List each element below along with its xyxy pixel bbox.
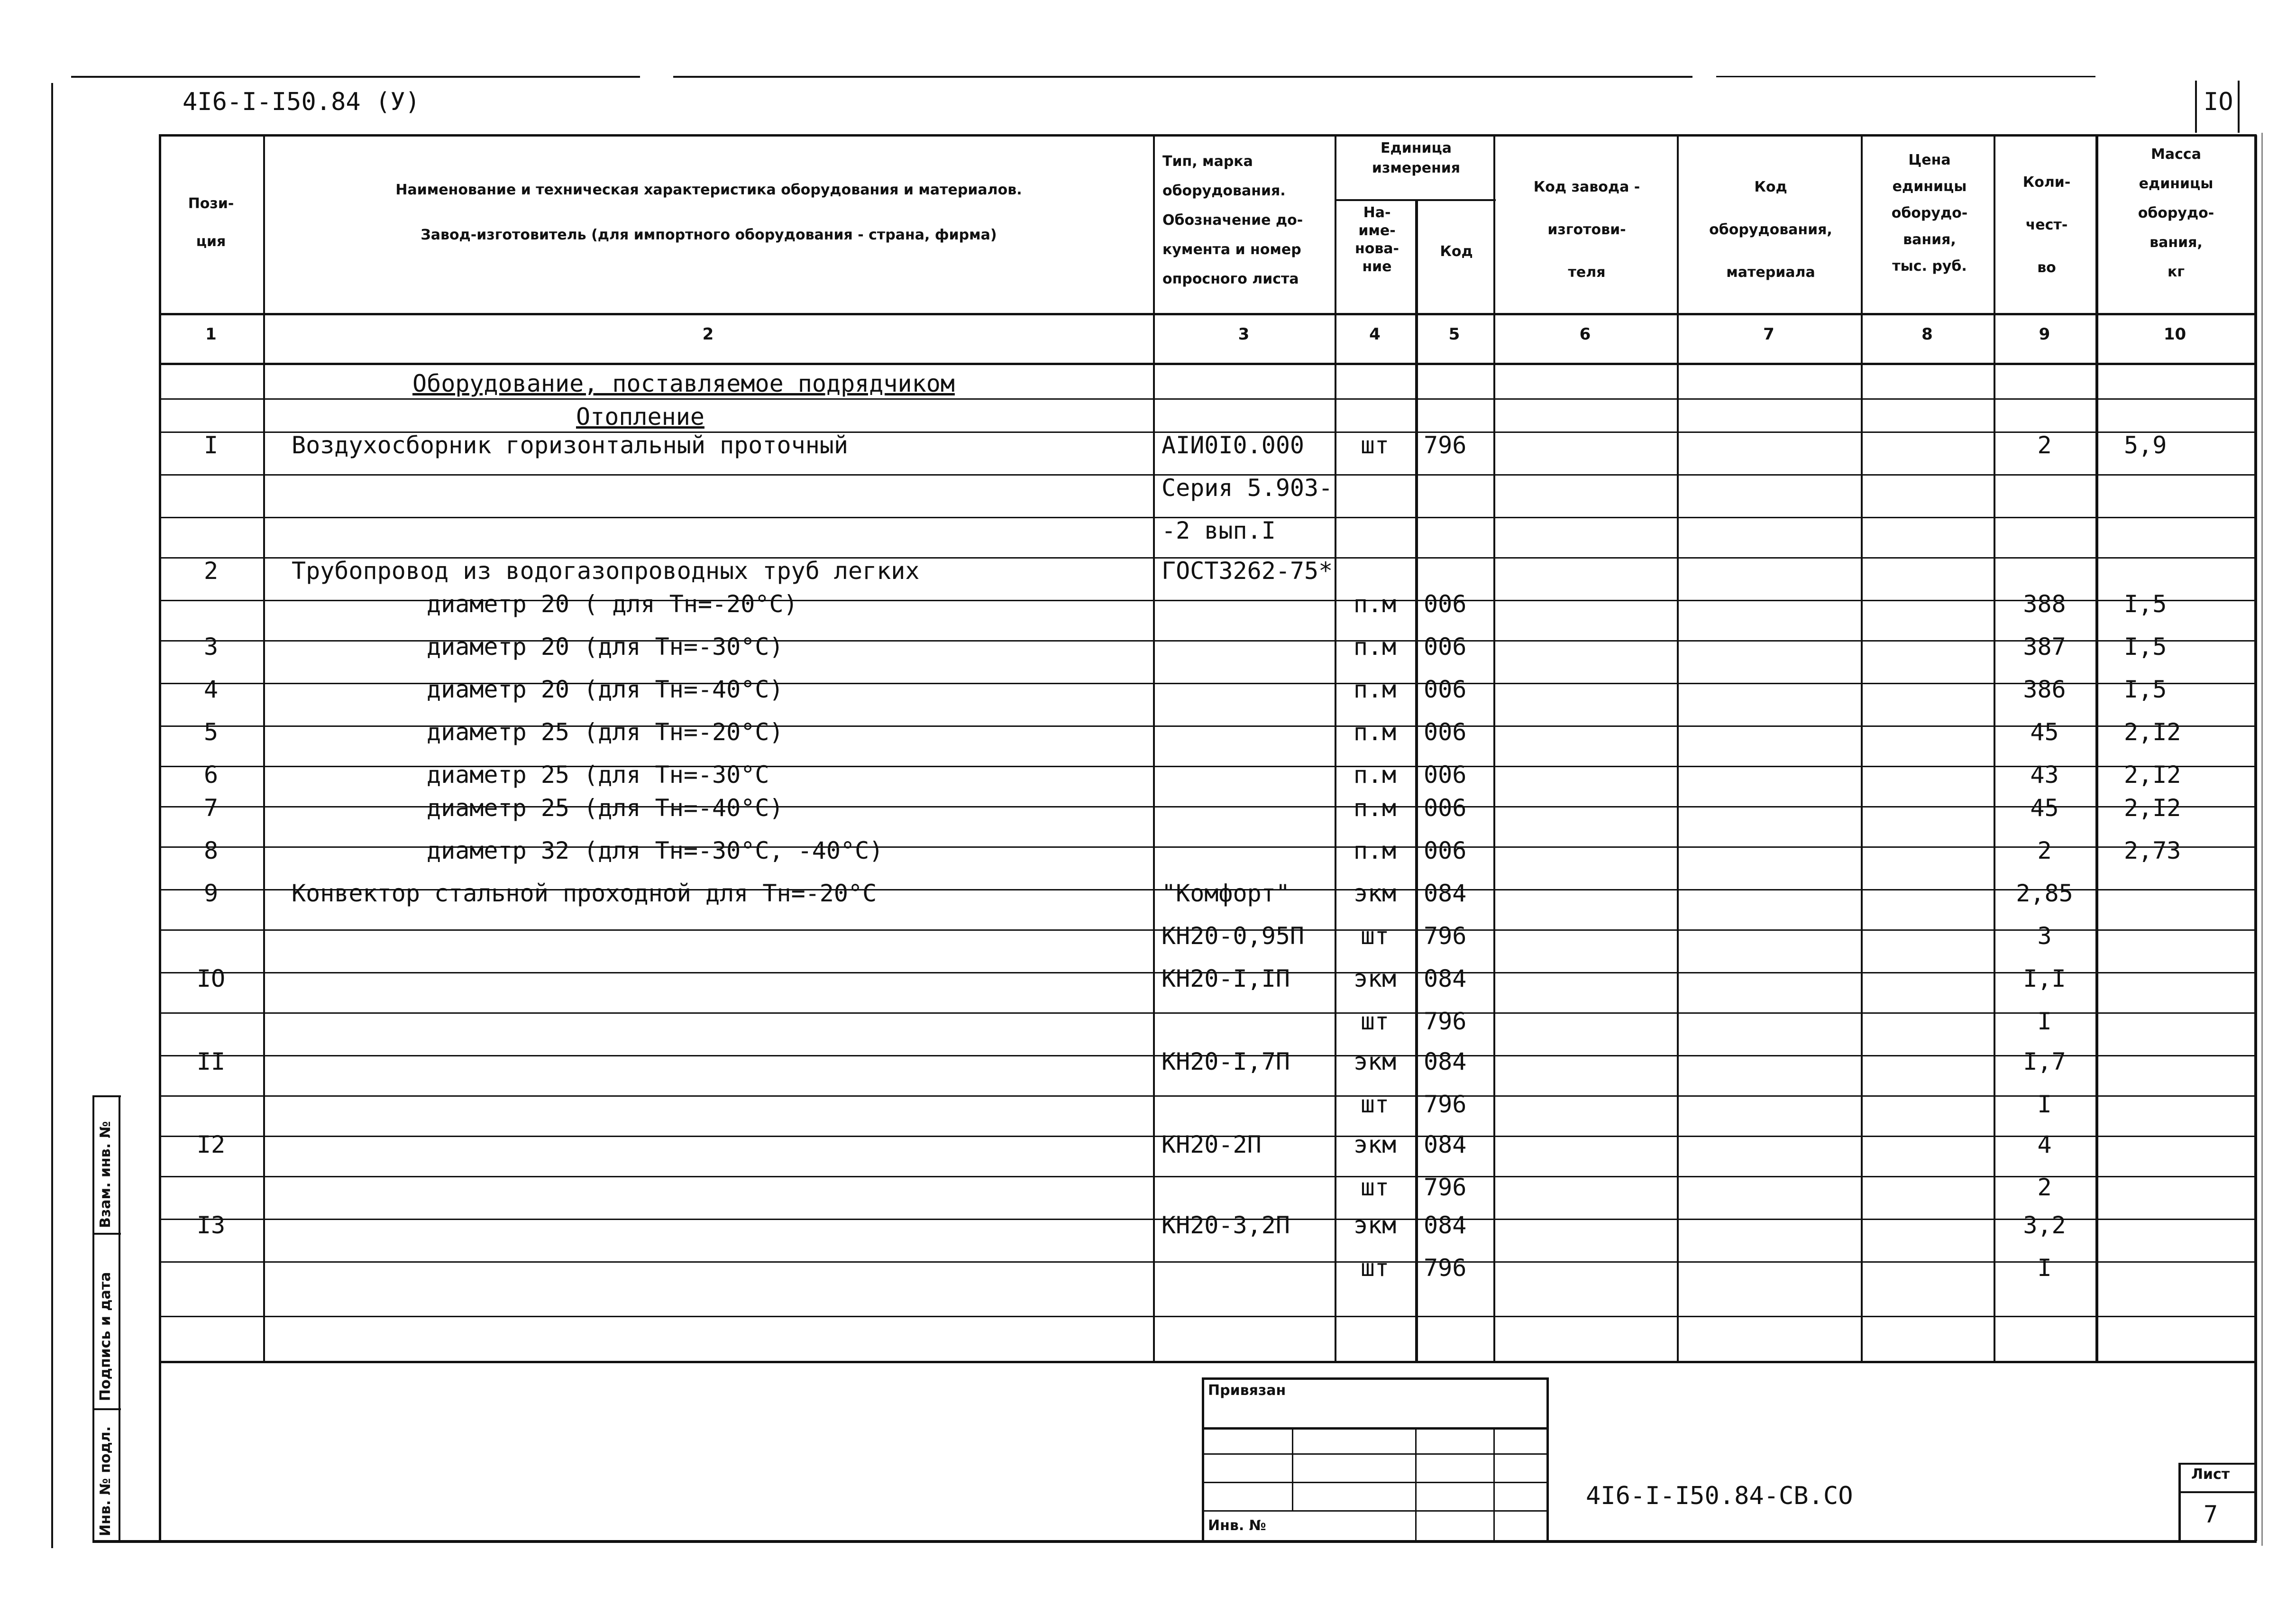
row-unit: п.м	[1353, 794, 1397, 822]
row-quantity: 2	[2037, 1174, 2052, 1201]
row-unit: шт	[1360, 1008, 1390, 1035]
row-quantity: 3,2	[2023, 1211, 2066, 1239]
row-mass: 2,I2	[2124, 761, 2181, 789]
column-number-5: 5	[1448, 325, 1460, 344]
row-mass: 5,9	[2124, 431, 2167, 459]
column-number-2: 2	[702, 325, 714, 344]
row-line-21	[159, 1261, 2254, 1263]
row-unit-code: 084	[1424, 880, 1467, 907]
row-mass: 2,I2	[2124, 718, 2181, 746]
subsection-title: Отопление	[576, 403, 704, 431]
row-type: ГОСТ3262-75*	[1162, 557, 1333, 585]
column-number-6: 6	[1579, 325, 1591, 344]
header-mass: Масса единицы оборудо- вания, кг	[2138, 146, 2214, 280]
row-position: I3	[196, 1211, 226, 1239]
row-quantity: I,7	[2023, 1048, 2066, 1075]
header-equipment-code: Код оборудования, материала	[1709, 179, 1832, 281]
corner-box-left	[2195, 81, 2197, 133]
stamp-row2	[1202, 1453, 1548, 1455]
stamp-row4	[1202, 1510, 1548, 1512]
side-strip-right	[119, 1095, 120, 1541]
row-unit-code: 084	[1424, 1131, 1467, 1158]
row-unit: экм	[1353, 1211, 1397, 1239]
side-strip-div2	[92, 1408, 121, 1410]
stamp-attached-label: Привязан	[1208, 1382, 1286, 1399]
row-line-0	[159, 398, 2254, 400]
row-unit-code: 006	[1424, 761, 1467, 789]
row-quantity: 388	[2023, 590, 2066, 618]
row-quantity: 2,85	[2016, 880, 2073, 907]
header-unit-code: Код	[1440, 243, 1473, 260]
frame-left-outer	[51, 83, 53, 1548]
row-position: 6	[203, 761, 219, 789]
document-code-bottom: 4I6-I-I50.84-СВ.СО	[1586, 1482, 1853, 1510]
row-type: КН20-I,7П	[1162, 1048, 1290, 1075]
row-line-17	[159, 1095, 2254, 1097]
header-factory-code: Код завода - изготови- теля	[1533, 179, 1640, 281]
row-unit-code: 796	[1424, 1091, 1467, 1118]
column-number-4: 4	[1369, 325, 1381, 344]
side-label-vzam: Взам. инв. №	[97, 1121, 114, 1228]
row-mass: I,5	[2124, 590, 2167, 618]
row-unit-code: 006	[1424, 676, 1467, 703]
column-number-3: 3	[1238, 325, 1250, 344]
row-position: 4	[203, 676, 219, 703]
header-unit-name: На- име- нова- ние	[1354, 204, 1400, 275]
row-quantity: 386	[2023, 676, 2066, 703]
column-number-9: 9	[2039, 325, 2050, 344]
row-unit-code: 006	[1424, 718, 1467, 746]
table-top-border	[159, 134, 2257, 137]
row-line-19	[159, 1176, 2254, 1177]
row-unit-code: 796	[1424, 1008, 1467, 1035]
row-quantity: 4	[2037, 1131, 2052, 1158]
section-title: Оборудование, поставляемое подрядчиком	[412, 370, 955, 397]
row-unit: п.м	[1353, 590, 1397, 618]
row-name: диаметр 25 (для Тн=-40°С)	[427, 794, 784, 822]
corner-page-number: IO	[2204, 88, 2233, 116]
corner-box-right	[2238, 81, 2240, 133]
row-type: КН20-2П	[1162, 1131, 1262, 1158]
row-unit: экм	[1353, 1131, 1397, 1158]
row-unit-code: 084	[1424, 1048, 1467, 1075]
row-unit-code: 796	[1424, 431, 1467, 459]
row-mass: I,5	[2124, 633, 2167, 661]
row-type: КН20-I,IП	[1162, 965, 1290, 992]
column-number-10: 10	[2163, 325, 2186, 344]
row-quantity: I	[2037, 1091, 2052, 1118]
row-unit-code: 084	[1424, 1211, 1467, 1239]
row-type: КН20-3,2П	[1162, 1211, 1290, 1239]
stamp-right	[1546, 1377, 1549, 1541]
row-unit: п.м	[1353, 761, 1397, 789]
row-quantity: 387	[2023, 633, 2066, 661]
row-unit: шт	[1360, 922, 1390, 950]
row-quantity: I	[2037, 1254, 2052, 1282]
row-quantity: I	[2037, 1008, 2052, 1035]
stamp-row3	[1202, 1482, 1548, 1483]
row-unit: п.м	[1353, 633, 1397, 661]
row-position: IO	[196, 965, 226, 992]
row-type: -2 вып.I	[1162, 517, 1276, 544]
row-unit: шт	[1360, 1254, 1390, 1282]
row-position: I2	[196, 1131, 226, 1158]
row-unit-code: 084	[1424, 965, 1467, 992]
side-label-podpis: Подпись и дата	[97, 1272, 114, 1401]
top-rule-middle	[673, 76, 1692, 78]
row-unit: п.м	[1353, 676, 1397, 703]
row-unit-code: 006	[1424, 837, 1467, 864]
header-quantity: Коли- чест- во	[2022, 174, 2071, 276]
stamp-attached-top	[1202, 1377, 1548, 1380]
column-number-7: 7	[1763, 325, 1775, 344]
row-unit: шт	[1360, 1174, 1390, 1201]
row-type: АIИ0I0.000	[1162, 431, 1305, 459]
row-position: 2	[203, 557, 219, 585]
row-name: Воздухосборник горизонтальный проточный	[292, 431, 848, 459]
sheet-box-top	[2178, 1463, 2257, 1465]
row-mass: 2,I2	[2124, 794, 2181, 822]
stamp-inv-label: Инв. №	[1208, 1517, 1266, 1534]
row-name: Конвектор стальной проходной для Тн=-20°С	[292, 880, 877, 907]
row-mass: 2,73	[2124, 837, 2181, 864]
header-name-line2: Завод-изготовитель (для импортного оборудования - страна, фирма)	[421, 227, 997, 243]
header-price: Цена единицы оборудо- вания, тыс. руб.	[1891, 152, 1968, 275]
row-position: 5	[203, 718, 219, 746]
frame-bottom	[92, 1540, 2257, 1543]
row-quantity: 2	[2037, 431, 2052, 459]
row-type: КН20-0,95П	[1162, 922, 1305, 950]
row-quantity: 45	[2030, 718, 2059, 746]
top-rule-left	[71, 76, 640, 78]
header-unit: Единица измерения	[1372, 140, 1461, 176]
row-unit-code: 796	[1424, 922, 1467, 950]
column-line-4	[1415, 199, 1418, 1361]
row-unit: шт	[1360, 1091, 1390, 1118]
number-row-bottom-line	[159, 363, 2254, 365]
side-strip-left	[92, 1095, 94, 1541]
header-type: Тип, марка оборудования. Обозначение до- кумента и номер опросного листа	[1162, 153, 1303, 287]
row-unit: экм	[1353, 880, 1397, 907]
unit-split-line	[1335, 199, 1496, 201]
row-name: диаметр 25 (для Тн=-20°С)	[427, 718, 784, 746]
row-unit: экм	[1353, 965, 1397, 992]
row-position: 3	[203, 633, 219, 661]
row-position: 7	[203, 794, 219, 822]
row-name: диаметр 32 (для Тн=-30°С, -40°С)	[427, 837, 884, 864]
row-line-22	[159, 1316, 2254, 1317]
row-name: диаметр 20 ( для Тн=-20°С)	[427, 590, 798, 618]
column-number-1: 1	[205, 325, 217, 344]
side-label-inv: Инв. № подл.	[97, 1426, 114, 1536]
sheet-label: Лист	[2191, 1466, 2230, 1483]
row-unit-code: 796	[1424, 1254, 1467, 1282]
row-name: диаметр 20 (для Тн=-30°С)	[427, 633, 784, 661]
header-position: Пози- ция	[188, 195, 234, 250]
row-line-15	[159, 1012, 2254, 1014]
stamp-col3	[1493, 1427, 1495, 1541]
row-unit-code: 006	[1424, 590, 1467, 618]
frame-right	[2254, 135, 2257, 1541]
document-code-top: 4I6-I-I50.84 (У)	[183, 88, 420, 116]
column-number-8: 8	[1921, 325, 1933, 344]
row-name: диаметр 25 (для Тн=-30°С	[427, 761, 769, 789]
row-type: "Комфорт"	[1162, 880, 1290, 907]
row-position: I	[203, 431, 219, 459]
row-quantity: 3	[2037, 922, 2052, 950]
stamp-col2	[1415, 1427, 1417, 1541]
stamp-left	[1202, 1377, 1204, 1541]
side-strip-top	[92, 1095, 121, 1097]
row-quantity: I,I	[2023, 965, 2066, 992]
row-type: Серия 5.903-	[1162, 474, 1333, 502]
sheet-number: 7	[2204, 1501, 2218, 1528]
row-unit-code: 006	[1424, 633, 1467, 661]
row-quantity: 2	[2037, 837, 2052, 864]
header-bottom-line	[159, 313, 2254, 315]
stamp-col1	[1292, 1427, 1293, 1510]
side-strip-div1	[92, 1233, 121, 1235]
row-position: 8	[203, 837, 219, 864]
row-unit: п.м	[1353, 718, 1397, 746]
row-unit-code: 796	[1424, 1174, 1467, 1201]
frame-right-outer	[2261, 133, 2263, 1546]
row-name: диаметр 20 (для Тн=-40°С)	[427, 676, 784, 703]
row-name: Трубопровод из водогазопроводных труб легких	[292, 557, 920, 585]
row-unit: экм	[1353, 1048, 1397, 1075]
row-position: 9	[203, 880, 219, 907]
row-unit: п.м	[1353, 837, 1397, 864]
sheet-box-left	[2178, 1463, 2181, 1541]
row-unit: шт	[1360, 431, 1390, 459]
sheet-box-mid	[2178, 1491, 2257, 1493]
stamp-row1	[1202, 1427, 1548, 1430]
row-quantity: 43	[2030, 761, 2059, 789]
row-quantity: 45	[2030, 794, 2059, 822]
stamp-top-border	[159, 1361, 2257, 1363]
row-unit-code: 006	[1424, 794, 1467, 822]
top-rule-right	[1716, 76, 2095, 77]
row-position: II	[196, 1048, 226, 1075]
header-name-line1: Наименование и техническая характеристика оборудования и материалов.	[395, 182, 1022, 198]
row-mass: I,5	[2124, 676, 2167, 703]
